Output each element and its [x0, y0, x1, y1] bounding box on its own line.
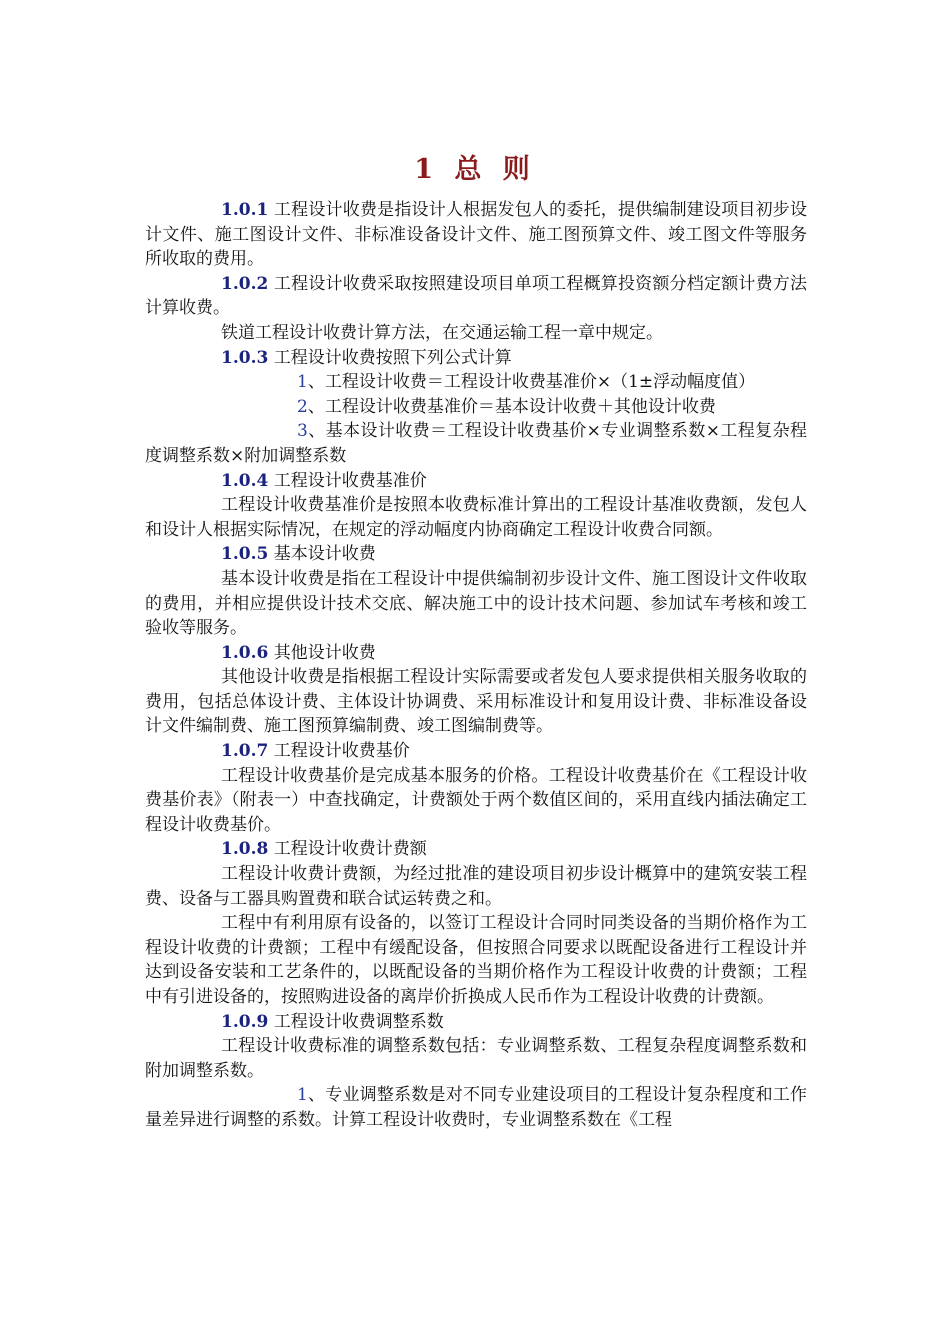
item-text: 、基本设计收费＝工程设计收费基价×专业调整系数×工程复杂程度调整系数×附加调整系数: [145, 421, 807, 466]
document-body: [145, 198, 807, 1133]
clause-number: 1.0.4: [221, 470, 269, 491]
item-number: 3: [297, 421, 308, 442]
paragraph: 工程设计收费计费额，为经过批准的建设项目初步设计概算中的建筑安装工程费、设备与工器具购置费和联合试运转费之和。: [145, 864, 807, 909]
clause-number: 1.0.2: [221, 273, 269, 294]
item-number: 2: [297, 396, 308, 417]
clause-text: 工程设计收费基价: [268, 741, 410, 762]
item-number: 1: [297, 1085, 308, 1106]
formula-item-1: [145, 370, 807, 395]
clause-number: 1.0.7: [221, 741, 269, 762]
clause-1-0-3: [145, 346, 807, 371]
clause-text: 工程设计收费调整系数: [268, 1011, 444, 1032]
clause-1-0-2: [145, 272, 807, 321]
clause-1-0-6: [145, 641, 807, 666]
clause-text: 工程设计收费采取按照建设项目单项工程概算投资额分档定额计费方法计算收费。: [145, 273, 807, 319]
paragraph: 工程设计收费标准的调整系数包括：专业调整系数、工程复杂程度调整系数和附加调整系数。: [145, 1036, 807, 1081]
paragraph: 工程设计收费基准价是按照本收费标准计算出的工程设计基准收费额，发包人和设计人根据实际情况，在规定的浮动幅度内协商确定工程设计收费合同额。: [145, 495, 807, 540]
chapter-title: 1 总 则: [414, 154, 536, 186]
item-text: 、工程设计收费基准价＝基本设计收费＋其他设计收费: [307, 396, 716, 417]
item-text: 、工程设计收费＝工程设计收费基准价×（1±浮动幅度值）: [307, 372, 756, 393]
clause-number: 1.0.1: [221, 200, 269, 220]
clause-1-0-9: [145, 1010, 807, 1035]
paragraph: 基本设计收费是指在工程设计中提供编制初步设计文件、施工图设计文件收取的费用，并相应提供设计技术交底、解决施工中的设计技术问题、参加试车考核和竣工验收等服务。: [145, 568, 807, 639]
paragraph: 工程设计收费基价是完成基本服务的价格。工程设计收费基价在《工程设计收费基价表》（附表一）中查找确定，计费额处于两个数值区间的，采用直线内插法确定工程设计收费基价。: [145, 765, 807, 835]
clause-number: 1.0.5: [221, 544, 269, 565]
clause-text: 其他设计收费: [268, 642, 376, 663]
item-number: 1: [297, 372, 308, 393]
clause-text: 基本设计收费: [268, 544, 376, 565]
clause-text: 工程设计收费按照下列公式计算: [268, 347, 512, 368]
clause-text: 工程设计收费是指设计人根据发包人的委托，提供编制建设项目初步设计文件、施工图设计文件、非标准设备设计文件、施工图预算文件、竣工图文件等服务所收取的费用。: [145, 200, 807, 270]
paragraph: 其他设计收费是指根据工程设计实际需要或者发包人要求提供相关服务收取的费用，包括总体设计费、主体设计协调费、采用标准设计和复用设计费、非标准设备设计文件编制费、施工图预算编制费、竣工图编制费等。: [145, 667, 807, 737]
paragraph: 铁道工程设计收费计算方法，在交通运输工程一章中规定。: [221, 322, 663, 343]
formula-item-3: [145, 419, 807, 468]
clause-1-0-5: [145, 542, 807, 567]
clause-text: 工程设计收费计费额: [268, 839, 427, 860]
formula-item-2: [145, 395, 807, 420]
paragraph: 工程中有利用原有设备的，以签订工程设计合同时同类设备的当期价格作为工程设计收费的计费额；工程中有缓配设备，但按照合同要求以既配设备进行工程设计并达到设备安装和工艺条件的，以既配设备的当期价格作为工程设计收费的计费额；工程中有引进设备的，按照购进设备的离岸价折换成人民币作为工程设计收费的计费额。: [145, 913, 807, 1007]
clause-1-0-4: [145, 469, 807, 494]
clause-number: 1.0.3: [221, 347, 269, 368]
clause-1-0-7: [145, 739, 807, 764]
clause-number: 1.0.8: [221, 839, 269, 860]
clause-number: 1.0.9: [221, 1011, 269, 1032]
clause-number: 1.0.6: [221, 642, 269, 663]
clause-1-0-8: [145, 837, 807, 862]
clause-1-0-1: [145, 198, 807, 272]
item-text: 、专业调整系数是对不同专业建设项目的工程设计复杂程度和工作量差异进行调整的系数。计算工程设计收费时，专业调整系数在《工程: [145, 1085, 807, 1130]
coefficient-item-1: [145, 1083, 807, 1132]
clause-text: 工程设计收费基准价: [268, 470, 427, 491]
